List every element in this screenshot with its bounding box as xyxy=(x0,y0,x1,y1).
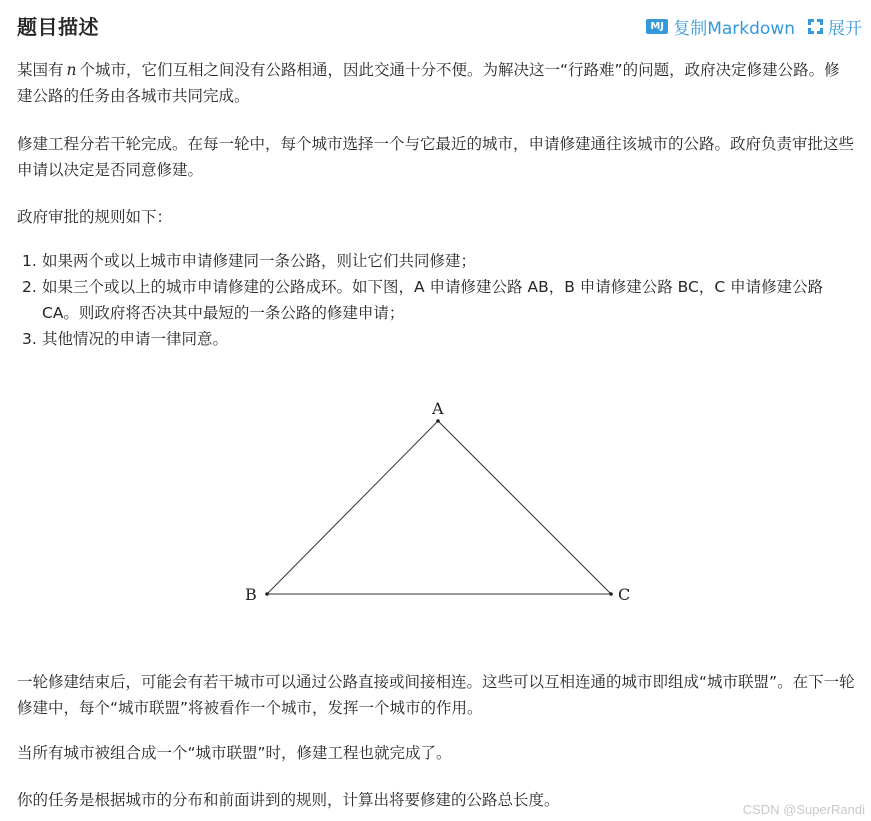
rule-item xyxy=(22,274,857,326)
label-b: B xyxy=(245,585,257,604)
paragraph-process: 修建工程分若干轮完成。在每一轮中，每个城市选择一个与它最近的城市，申请修建通往该城市的公路。政府负责审批这些申请以决定是否同意修建。 xyxy=(17,135,855,179)
section-title: 题目描述 xyxy=(17,15,99,39)
intro-text-rest: 个城市，它们互相之间没有公路相通，因此交通十分不便。为解决这一“行路难”的问题，政府决定修建公路。修建公路的任务由各城市共同完成。 xyxy=(17,61,840,105)
paragraph-intro xyxy=(17,57,855,109)
triangle-diagram xyxy=(230,390,650,610)
intro-text-start: 某国有 xyxy=(17,61,64,79)
paragraph-completion: 当所有城市被组合成一个“城市联盟”时，修建工程也就完成了。 xyxy=(17,744,452,762)
header-actions xyxy=(646,14,862,39)
rule-number: 3. xyxy=(22,330,37,348)
variable-n: n xyxy=(66,61,77,79)
markdown-icon: MJ xyxy=(646,19,668,34)
rule-text: 如果两个或以上城市申请修建同一条公路，则让它们共同修建； xyxy=(42,252,477,270)
paragraph-rules-intro: 政府审批的规则如下： xyxy=(17,208,173,226)
edge-ca xyxy=(438,421,611,594)
rule-text: 其他情况的申请一律同意。 xyxy=(42,330,229,348)
expand-icon xyxy=(807,18,824,35)
node-a xyxy=(436,419,440,423)
node-b xyxy=(265,592,269,596)
expand-button[interactable] xyxy=(807,14,862,39)
node-c xyxy=(609,592,613,596)
copy-markdown-label: 复制Markdown xyxy=(673,19,795,39)
rule-number: 2. xyxy=(22,278,37,296)
paragraph-task: 你的任务是根据城市的分布和前面讲到的规则，计算出将要修建的公路总长度。 xyxy=(17,791,560,809)
problem-header xyxy=(17,10,862,42)
label-c: C xyxy=(618,585,631,604)
label-a: A xyxy=(432,399,444,418)
rule-item xyxy=(22,248,857,274)
rule-item xyxy=(22,326,857,352)
paragraph-alliance: 一轮修建结束后，可能会有若干城市可以通过公路直接或间接相连。这些可以互相连通的城市即组成“城市联盟”。在下一轮修建中，每个“城市联盟”将被看作一个城市，发挥一个城市的作用。 xyxy=(17,673,855,717)
watermark: CSDN @SuperRandi xyxy=(742,802,865,817)
rule-number: 1. xyxy=(22,252,37,270)
edge-ab xyxy=(267,421,438,594)
expand-label: 展开 xyxy=(828,19,862,39)
rules-list xyxy=(22,248,857,352)
rule-text: 如果三个或以上的城市申请修建的公路成环。如下图，A 申请修建公路 AB，B 申请修建公路 BC，C 申请修建公路 CA。则政府将否决其中最短的一条公路的修建申请； xyxy=(42,278,824,322)
copy-markdown-button[interactable] xyxy=(646,14,795,39)
